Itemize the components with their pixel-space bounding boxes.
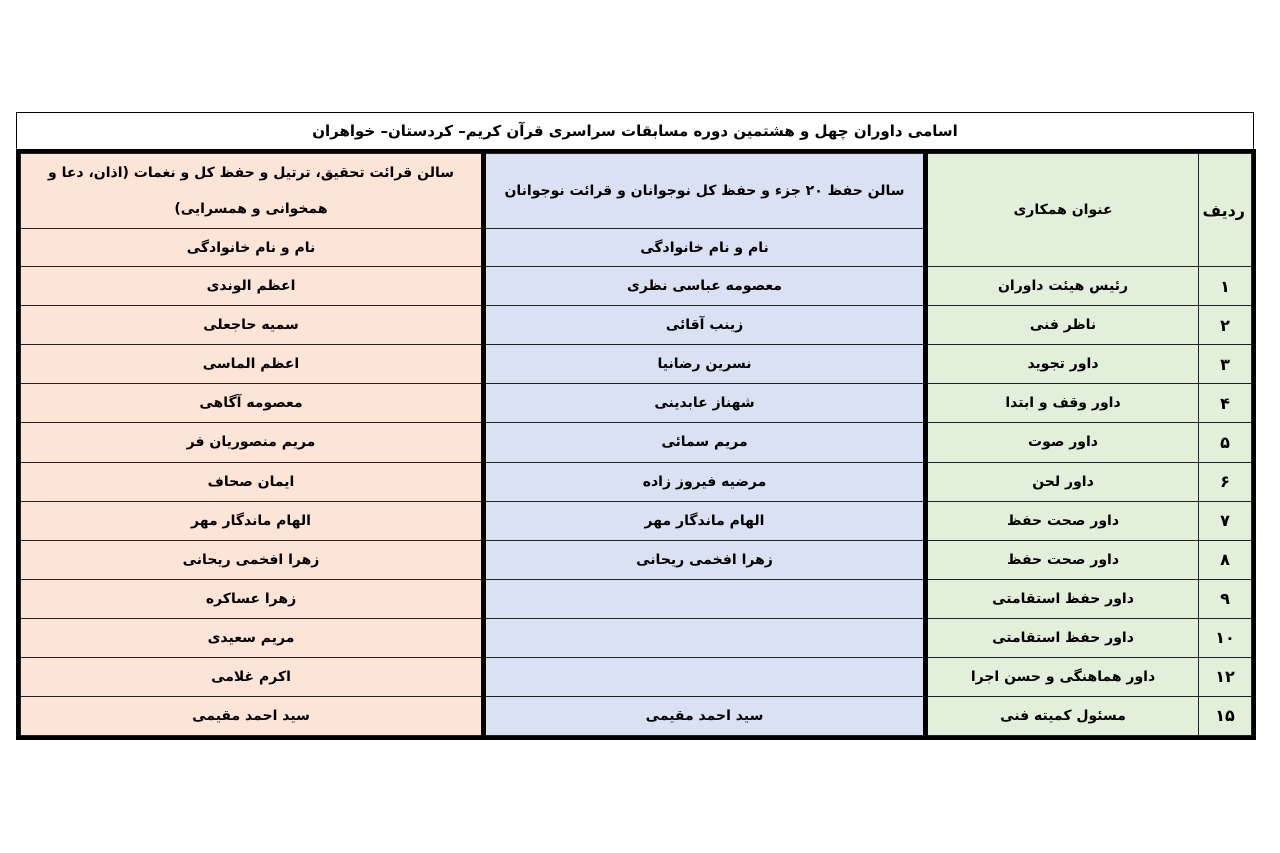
hall2-name-cell: نسرین رضانیا [484,345,926,384]
role-cell: داور تجوید [926,345,1199,384]
hall2-name-cell [484,618,926,657]
hall1-name-cell: زهرا عساکره [21,579,484,618]
table-row [21,423,1252,462]
row-number: ۷ [1199,501,1252,540]
table-row [21,462,1252,501]
header-role: عنوان همکاری [926,154,1199,267]
hall1-name-cell: اکرم غلامی [21,657,484,696]
row-number: ۶ [1199,462,1252,501]
hall1-name-cell: الهام ماندگار مهر [21,501,484,540]
hall2-name-cell: مرضیه فیروز زاده [484,462,926,501]
role-cell: داور صوت [926,423,1199,462]
role-cell: داور لحن [926,462,1199,501]
role-cell: داور حفظ استقامتی [926,579,1199,618]
hall1-name-cell: معصومه آگاهی [21,384,484,423]
hall1-name-cell: اعظم الماسی [21,345,484,384]
hall2-name-cell: سید احمد مقیمی [484,696,926,735]
role-cell: داور هماهنگی و حسن اجرا [926,657,1199,696]
hall2-name-cell: زهرا افخمی ریحانی [484,540,926,579]
hall2-name-cell [484,657,926,696]
table-row [21,540,1252,579]
row-number: ۳ [1199,345,1252,384]
row-number: ۱۰ [1199,618,1252,657]
table-row [21,696,1252,735]
role-cell: رئیس هیئت داوران [926,267,1199,306]
role-cell: داور وقف و ابتدا [926,384,1199,423]
hall1-name-cell: مریم منصوریان فر [21,423,484,462]
row-number: ۱ [1199,267,1252,306]
document-title: اسامی داوران چهل و هشتمین دوره مسابقات سراسری قرآن کریم– کردستان– خواهران [16,112,1254,149]
judges-table [16,149,1256,740]
row-number: ۱۲ [1199,657,1252,696]
hall2-name-cell: زینب آقائی [484,306,926,345]
judges-table-grid [20,153,1252,736]
table-row [21,384,1252,423]
table-row [21,501,1252,540]
row-number: ۲ [1199,306,1252,345]
hall1-name-cell: سید احمد مقیمی [21,696,484,735]
table-row [21,618,1252,657]
table-row [21,345,1252,384]
hall2-name-cell: شهناز عابدینی [484,384,926,423]
table-row [21,657,1252,696]
table-row [21,579,1252,618]
hall1-name-cell: مریم سعیدی [21,618,484,657]
role-cell: داور صحت حفظ [926,501,1199,540]
role-cell: ناظر فنی [926,306,1199,345]
hall1-name-cell: ایمان صحاف [21,462,484,501]
header-hall1-name: نام و نام خانوادگی [21,229,484,267]
table-row [21,267,1252,306]
hall1-name-cell: سمیه حاجعلی [21,306,484,345]
hall1-name-cell: اعظم الوندی [21,267,484,306]
table-row [21,306,1252,345]
hall2-name-cell: مریم سمائی [484,423,926,462]
hall2-name-cell [484,579,926,618]
row-number: ۴ [1199,384,1252,423]
row-number: ۹ [1199,579,1252,618]
header-hall2-name: نام و نام خانوادگی [484,229,926,267]
row-number: ۸ [1199,540,1252,579]
header-row-1 [21,154,1252,229]
header-hall1-title: سالن قرائت تحقیق، ترتیل و حفظ کل و نغمات (اذان، دعا و همخوانی و همسرایی) [21,154,484,229]
header-hall2-title: سالن حفظ ۲۰ جزء و حفظ کل نوجوانان و قرائت نوجوانان [484,154,926,229]
header-row-number: ردیف [1199,154,1252,267]
role-cell: داور صحت حفظ [926,540,1199,579]
hall2-name-cell: الهام ماندگار مهر [484,501,926,540]
hall1-name-cell: زهرا افخمی ریحانی [21,540,484,579]
role-cell: مسئول کمیته فنی [926,696,1199,735]
row-number: ۵ [1199,423,1252,462]
row-number: ۱۵ [1199,696,1252,735]
role-cell: داور حفظ استقامتی [926,618,1199,657]
hall2-name-cell: معصومه عباسی نظری [484,267,926,306]
